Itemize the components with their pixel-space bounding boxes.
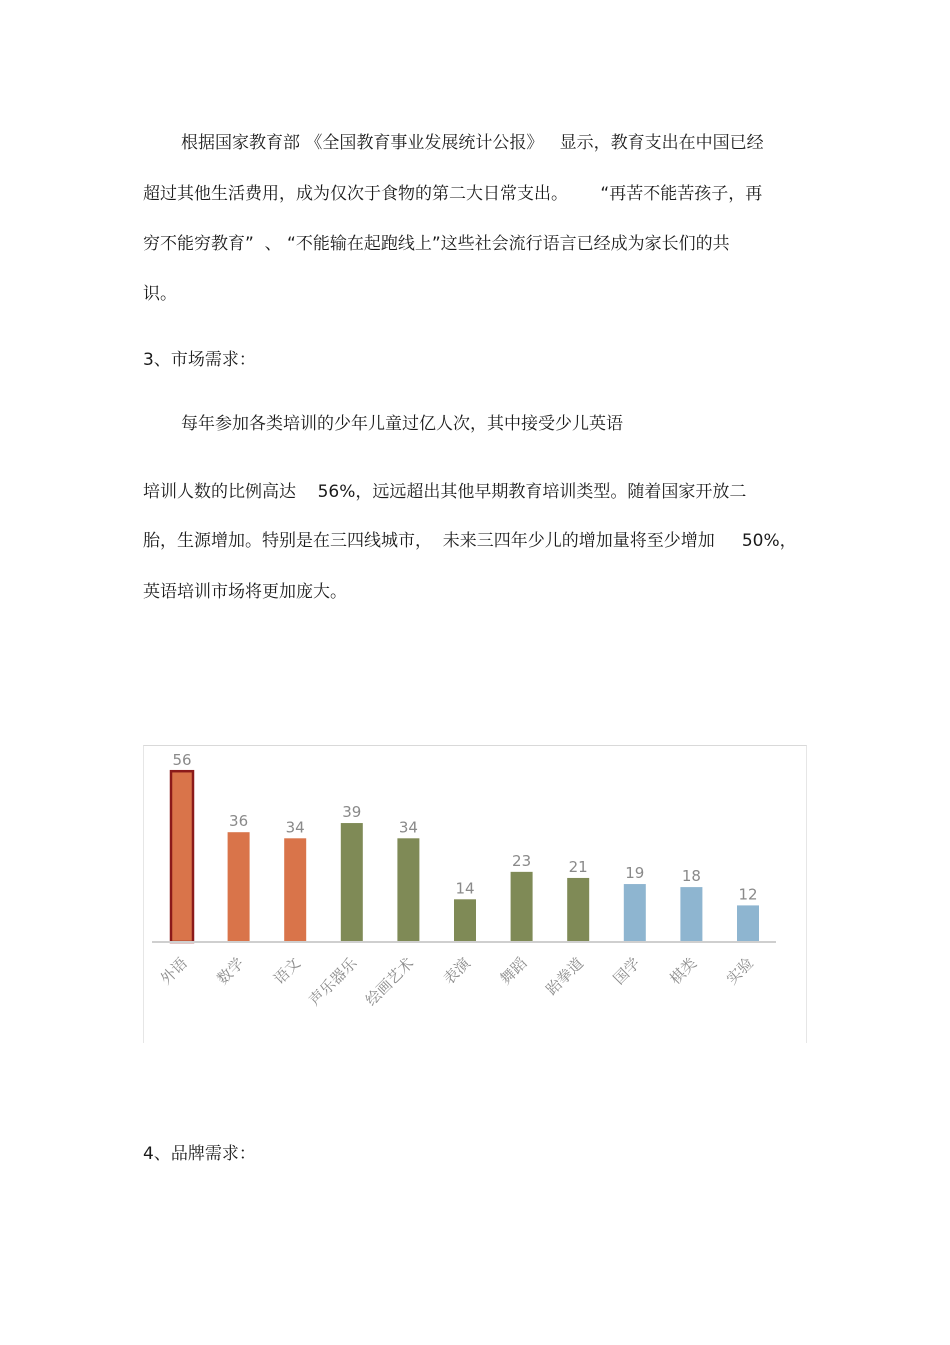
paragraph1-line-3: 穷不能穷教育” 、 “不能输在起跑线上”这些社会流行语言已经成为家长们的共 bbox=[143, 234, 730, 254]
bar-4 bbox=[397, 838, 419, 942]
data-label-7: 21 bbox=[568, 857, 588, 876]
data-label-5: 14 bbox=[455, 879, 475, 898]
section3-heading: 3、市场需求： bbox=[143, 350, 256, 370]
category-label-5: 表演 bbox=[439, 954, 474, 989]
bar-chart-svg bbox=[144, 746, 806, 1043]
category-label-1: 数学 bbox=[213, 954, 248, 989]
bar-5 bbox=[454, 899, 476, 942]
bar-3 bbox=[341, 823, 363, 942]
data-label-8: 19 bbox=[625, 864, 645, 883]
data-label-0: 56 bbox=[172, 751, 192, 770]
data-label-9: 18 bbox=[681, 867, 701, 886]
category-label-7: 跆拳道 bbox=[542, 954, 588, 999]
paragraph2-line-3: 胎，生源增加。特别是在三四线城市， 未来三四年少儿的增加量将至少增加 50%， bbox=[143, 531, 797, 551]
data-label-10: 12 bbox=[738, 885, 758, 904]
bar-9 bbox=[680, 887, 702, 942]
paragraph2-line-4: 英语培训市场将更加庞大。 bbox=[143, 582, 347, 602]
bar-chart bbox=[143, 745, 807, 1043]
category-label-10: 实验 bbox=[722, 954, 757, 989]
data-label-3: 39 bbox=[342, 803, 362, 822]
bar-0 bbox=[171, 771, 193, 942]
category-label-0: 外语 bbox=[156, 954, 191, 989]
section4-heading: 4、品牌需求： bbox=[143, 1144, 256, 1164]
category-label-4: 绘画艺术 bbox=[362, 954, 418, 1010]
paragraph2-line-2: 培训人数的比例高达 56%，远远超出其他早期教育培训类型。随着国家开放二 bbox=[143, 482, 747, 502]
data-label-6: 23 bbox=[512, 851, 532, 870]
bar-8 bbox=[624, 884, 646, 942]
category-label-3: 声乐器乐 bbox=[305, 954, 361, 1010]
paragraph2-line-1: 每年参加各类培训的少年儿童过亿人次，其中接受少儿英语 bbox=[181, 414, 623, 434]
bar-2 bbox=[284, 838, 306, 942]
paragraph1-line-2: 超过其他生活费用，成为仅次于食物的第二大日常支出。 “再苦不能苦孩子，再 bbox=[143, 184, 763, 204]
bar-6 bbox=[511, 872, 533, 942]
bar-10 bbox=[737, 905, 759, 942]
category-label-9: 棋类 bbox=[666, 954, 701, 989]
data-label-4: 34 bbox=[398, 818, 418, 837]
category-label-2: 语文 bbox=[270, 954, 305, 989]
data-label-1: 36 bbox=[229, 812, 249, 831]
bar-7 bbox=[567, 878, 589, 942]
paragraph1-line-1: 根据国家教育部 《全国教育事业发展统计公报》 显示，教育支出在中国已经 bbox=[181, 133, 764, 153]
data-label-2: 34 bbox=[285, 818, 305, 837]
category-label-6: 舞蹈 bbox=[496, 954, 531, 989]
category-label-8: 国学 bbox=[609, 954, 644, 989]
paragraph1-line-4: 识。 bbox=[143, 284, 177, 304]
bar-1 bbox=[228, 832, 250, 942]
